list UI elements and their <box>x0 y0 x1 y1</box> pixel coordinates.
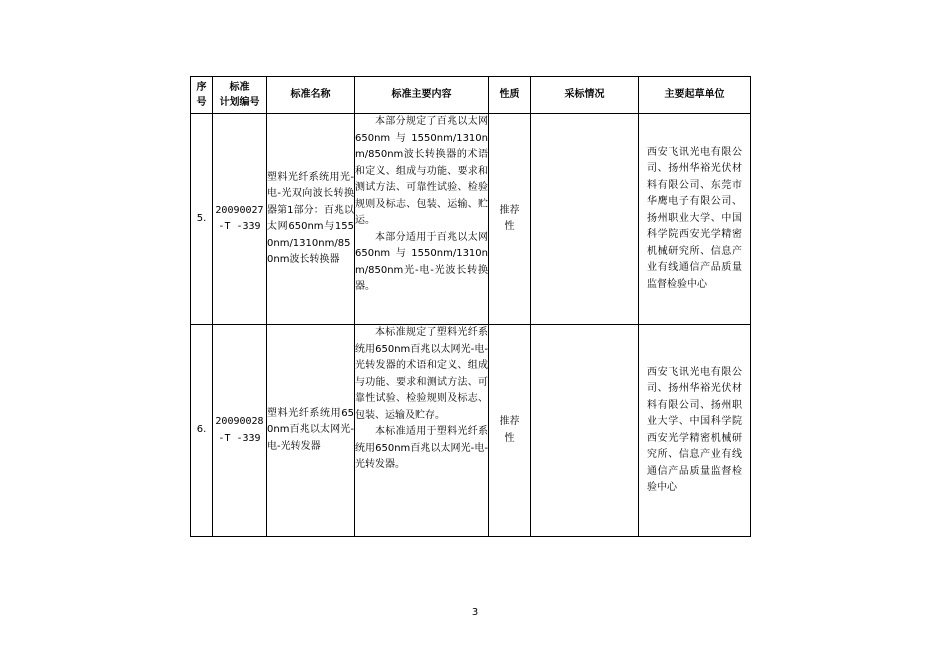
row-seq: 5. <box>191 114 213 325</box>
page-number: 3 <box>471 607 479 618</box>
header-plan-code-line2: 计划编号 <box>219 97 260 108</box>
header-plan-code <box>213 77 267 114</box>
header-seq <box>191 77 213 114</box>
row-plan-code <box>213 325 267 537</box>
row-nature: 推荐性 <box>489 114 531 325</box>
row-standard-name: 塑料光纤系统用光-电-光双向波长转换器第1部分：百兆以太网650nm与1550nm/1310nm/850nm波长转换器 <box>267 114 355 325</box>
table-row <box>191 114 751 325</box>
header-nature: 性质 <box>489 77 531 114</box>
table-row <box>191 325 751 537</box>
row-adoption <box>531 114 639 325</box>
header-plan-code-line1: 标准 <box>229 82 250 93</box>
row-plan-code-line2: -T -339 <box>218 432 261 444</box>
row-adoption <box>531 325 639 537</box>
row-standard-name: 塑料光纤系统用650nm百兆以太网光-电-光转发器 <box>267 325 355 537</box>
row-seq: 6. <box>191 325 213 537</box>
row-plan-code-line2: -T -339 <box>218 221 261 232</box>
header-row <box>191 77 751 114</box>
header-seq-line1: 序 <box>196 82 207 93</box>
header-drafting-unit: 主要起草单位 <box>639 77 751 114</box>
header-standard-name: 标准名称 <box>267 77 355 114</box>
header-seq-line2: 号 <box>196 97 207 108</box>
row-drafting-unit: 西安飞讯光电有限公司、扬州华裕光伏材料有限公司、扬州职业大学、中国科学院西安光学精密机械研究所、信息产业有线通信产品质量监督检验中心 <box>639 325 751 537</box>
row-main-content <box>355 114 489 325</box>
row-nature: 推荐性 <box>489 325 531 537</box>
row-plan-code <box>213 114 267 325</box>
header-adoption: 采标情况 <box>531 77 639 114</box>
standards-table <box>190 76 751 537</box>
row-content-applicability: 本标准适用于塑料光纤系统用650nm百兆以太网光-电-光转发器。 <box>355 426 488 470</box>
row-drafting-unit: 西安飞讯光电有限公司、扬州华裕光伏材料有限公司、东莞市华鹰电子有限公司、扬州职业大学、中国科学院西安光学精密机械研究所、信息产业有线通信产品质量监督检验中心 <box>639 114 751 325</box>
row-content-scope: 本标准规定了塑料光纤系统用650nm百兆以太网光-电-光转发器的术语和定义、组成与功能、要求和测试方法、可靠性试验、检验规则及标志、包装、运输及贮存。 <box>355 327 488 421</box>
row-main-content <box>355 325 489 537</box>
row-content-scope: 本部分规定了百兆以太网650nm与1550nm/1310nm/850nm波长转换器的术语和定义、组成与功能、要求和测试方法、可靠性试验、检验规则及标志、包装、运输、贮运。 <box>355 116 488 226</box>
row-content-applicability: 本部分适用于百兆以太网650nm与1550nm/1310nm/850nm光-电-光波长转换器。 <box>355 231 488 292</box>
header-main-content: 标准主要内容 <box>355 77 489 114</box>
row-plan-code-line1: 20090027 <box>215 204 264 216</box>
row-plan-code-line1: 20090028 <box>215 416 264 427</box>
